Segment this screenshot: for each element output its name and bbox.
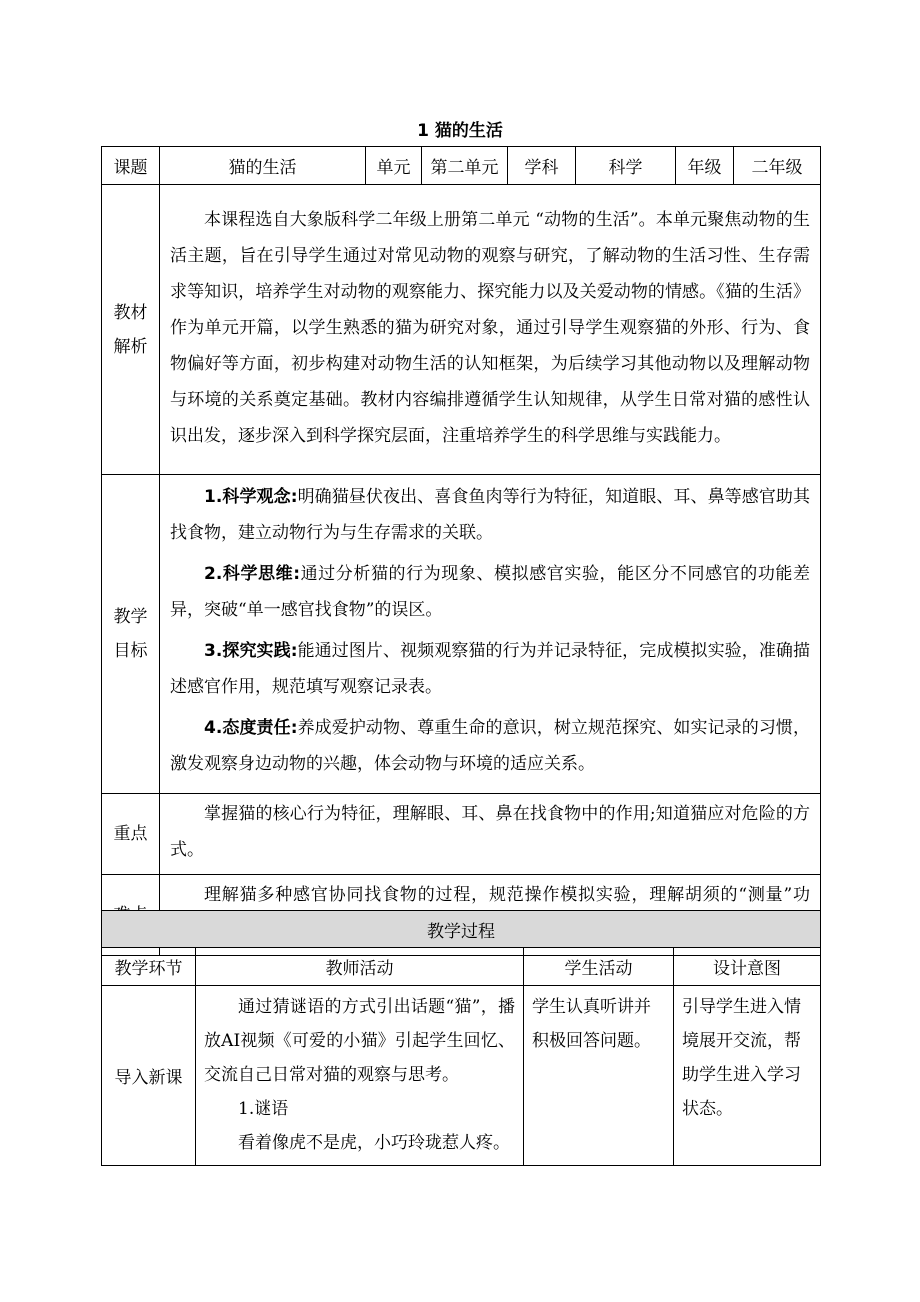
analysis-label-line1: 教材 [113, 302, 148, 323]
subject-value: 科学 [576, 147, 676, 185]
analysis-row [102, 185, 821, 475]
header-intent: 设计意图 [674, 948, 821, 986]
unit-label: 单元 [366, 147, 422, 185]
info-row [102, 147, 821, 185]
teacher-sub: 1.谜语 [238, 1099, 289, 1119]
topic-label: 课题 [102, 147, 160, 185]
analysis-label-line2: 解析 [113, 336, 148, 357]
goal-text: 通过分析猫的行为现象、模拟感官实验，能区分不同感官的功能差异，突破“单一感官找食物”的误区。 [170, 564, 810, 620]
goals-label-line2: 目标 [113, 641, 148, 661]
process-title-row [102, 911, 821, 948]
header-teacher: 教师活动 [196, 948, 524, 986]
teacher-text: 通过猜谜语的方式引出话题“猫”，播放AI视频《可爱的小猫》引起学生回忆、交流自己日常对猫的观察与思考。 [204, 997, 515, 1085]
process-header-row [102, 948, 821, 986]
goal-item [170, 710, 810, 782]
goal-head: 4.态度责任: [204, 718, 298, 738]
goal-text: 明确猫昼伏夜出、喜食鱼肉等行为特征，知道眼、耳、鼻等感官助其找食物，建立动物行为与生存需求的关联。 [170, 487, 810, 543]
intent-cell [674, 986, 821, 1166]
teacher-riddle: 看着像虎不是虎，小巧玲珑惹人疼。 [238, 1133, 510, 1153]
goals-cell [160, 475, 821, 794]
unit-value: 第二单元 [422, 147, 508, 185]
goals-label-line1: 教学 [113, 607, 148, 627]
grade-label: 年级 [676, 147, 734, 185]
goal-item [170, 479, 810, 551]
student-cell [524, 986, 674, 1166]
key-points-label: 重点 [102, 794, 160, 875]
goal-text: 养成爱护动物、尊重生命的意识，树立规范探究、如实记录的习惯，激发观察身边动物的兴趣，体会动物与环境的适应关系。 [170, 718, 810, 774]
analysis-cell [160, 185, 821, 475]
teacher-cell [196, 986, 524, 1166]
subject-label: 学科 [508, 147, 576, 185]
grade-value: 二年级 [734, 147, 821, 185]
process-title: 教学过程 [102, 911, 821, 948]
lesson-info-table [101, 146, 821, 956]
stage-cell: 导入新课 [102, 986, 196, 1166]
goals-row [102, 475, 821, 794]
analysis-label [102, 185, 160, 475]
header-stage: 教学环节 [102, 948, 196, 986]
process-table [101, 910, 821, 1166]
key-points-cell [160, 794, 821, 875]
goal-head: 2.科学思维: [204, 564, 301, 584]
goal-item [170, 633, 810, 705]
analysis-text: 本课程选自大象版科学二年级上册第二单元 “动物的生活”。本单元聚焦动物的生活主题，旨在引导学生通过对常见动物的观察与研究，了解动物的生活习性、生存需求等知识，培养学生对动物的观察能力、探究能力以及关爱动物的情感。《猫的生活》作为单元开篇，以学生熟悉的猫为研究对象，通过引导学生观察猫的外形、行为、食物偏好等方面，初步构建对动物生活的认知框架，为后续学习其他动物以及理解动物与环境的关系奠定基础。教材内容编排遵循学生认知规律，从学生日常对猫的感性认识出发，逐步深入到科学探究层面，注重培养学生的科学思维与实践能力。 [170, 209, 810, 446]
key-points-text: 掌握猫的核心行为特征，理解眼、耳、鼻在找食物中的作用;知道猫应对危险的方式。 [170, 804, 810, 860]
difficulties-text: 理解猫多种感官协同找食物的过程，规范操作模拟实验，理解胡须的“测量”功 [204, 885, 810, 905]
intent-text: 引导学生进入情境展开交流，帮助学生进入学习状态。 [682, 997, 801, 1119]
page-title: 1 猫的生活 [417, 121, 503, 141]
goals-label [102, 475, 160, 794]
student-text: 学生认真听讲并积极回答问题。 [532, 997, 651, 1051]
goal-text: 能通过图片、视频观察猫的行为并记录特征，完成模拟实验，准确描述感官作用，规范填写观察记录表。 [170, 641, 810, 697]
goal-head: 1.科学观念: [204, 487, 298, 507]
topic-value: 猫的生活 [160, 147, 366, 185]
process-row [102, 986, 821, 1166]
goal-head: 3.探究实践: [204, 641, 298, 661]
key-points-row [102, 794, 821, 875]
goal-item [170, 556, 810, 628]
header-student: 学生活动 [524, 948, 674, 986]
